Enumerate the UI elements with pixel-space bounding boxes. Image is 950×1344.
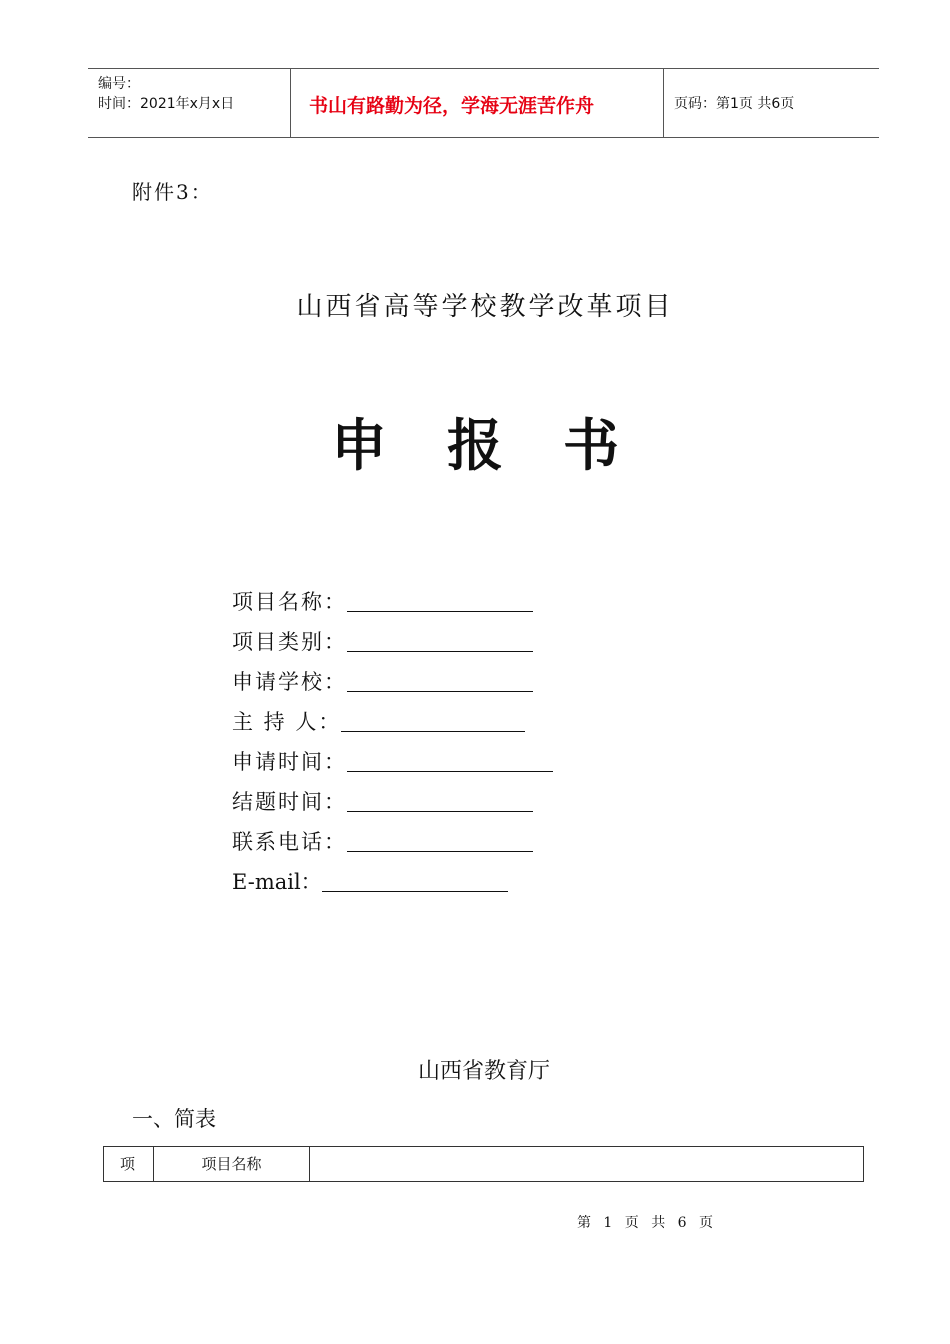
project-title: 山西省高等学校教学改革项目 xyxy=(296,292,674,322)
document-title: 申报书 xyxy=(331,413,679,479)
blank-line[interactable] xyxy=(347,827,533,852)
header-motto-cell xyxy=(291,69,664,137)
blank-line[interactable] xyxy=(341,707,525,732)
field-phone xyxy=(232,826,533,856)
header-info-cell xyxy=(88,69,291,137)
field-label: 联系电话： xyxy=(232,830,347,854)
page-header xyxy=(88,68,879,138)
field-applicant-school xyxy=(232,666,533,696)
motto-text: 书山有路勤为径，学海无涯苦作舟 xyxy=(309,95,595,117)
page-info: 页码：第1页 共6页 xyxy=(674,96,795,112)
blank-line[interactable] xyxy=(347,667,533,692)
table-cell-project-name-label: 项目名称 xyxy=(154,1147,310,1181)
blank-line[interactable] xyxy=(347,627,533,652)
field-project-name xyxy=(232,586,533,616)
date-label: 时间：2021年x月x日 xyxy=(98,96,235,112)
table-cell-item: 项 xyxy=(104,1147,154,1181)
field-host xyxy=(232,706,525,736)
page-footer: 第 1 页 共 6 页 xyxy=(576,1215,718,1231)
field-email xyxy=(232,866,508,896)
field-apply-time xyxy=(232,746,553,776)
field-label: 申请时间： xyxy=(232,750,347,774)
field-label: 项目名称： xyxy=(232,590,347,614)
field-project-category xyxy=(232,626,533,656)
department-name: 山西省教育厅 xyxy=(417,1059,550,1084)
field-label: 项目类别： xyxy=(232,630,347,654)
table-cell-project-name-value[interactable] xyxy=(310,1147,863,1181)
section-heading: 一、简表 xyxy=(132,1107,216,1131)
blank-line[interactable] xyxy=(322,867,508,892)
blank-line[interactable] xyxy=(347,587,533,612)
blank-line[interactable] xyxy=(347,747,553,772)
header-page-cell xyxy=(664,69,879,137)
summary-table xyxy=(103,1146,864,1182)
attachment-label: 附件3： xyxy=(132,180,213,204)
blank-line[interactable] xyxy=(347,787,533,812)
field-label: 结题时间： xyxy=(232,790,347,814)
field-label: 申请学校： xyxy=(232,670,347,694)
field-label: 主 持 人： xyxy=(232,710,342,734)
serial-number-label: 编号： xyxy=(98,76,140,92)
field-label: E-mail： xyxy=(232,870,322,894)
field-conclusion-time xyxy=(232,786,533,816)
